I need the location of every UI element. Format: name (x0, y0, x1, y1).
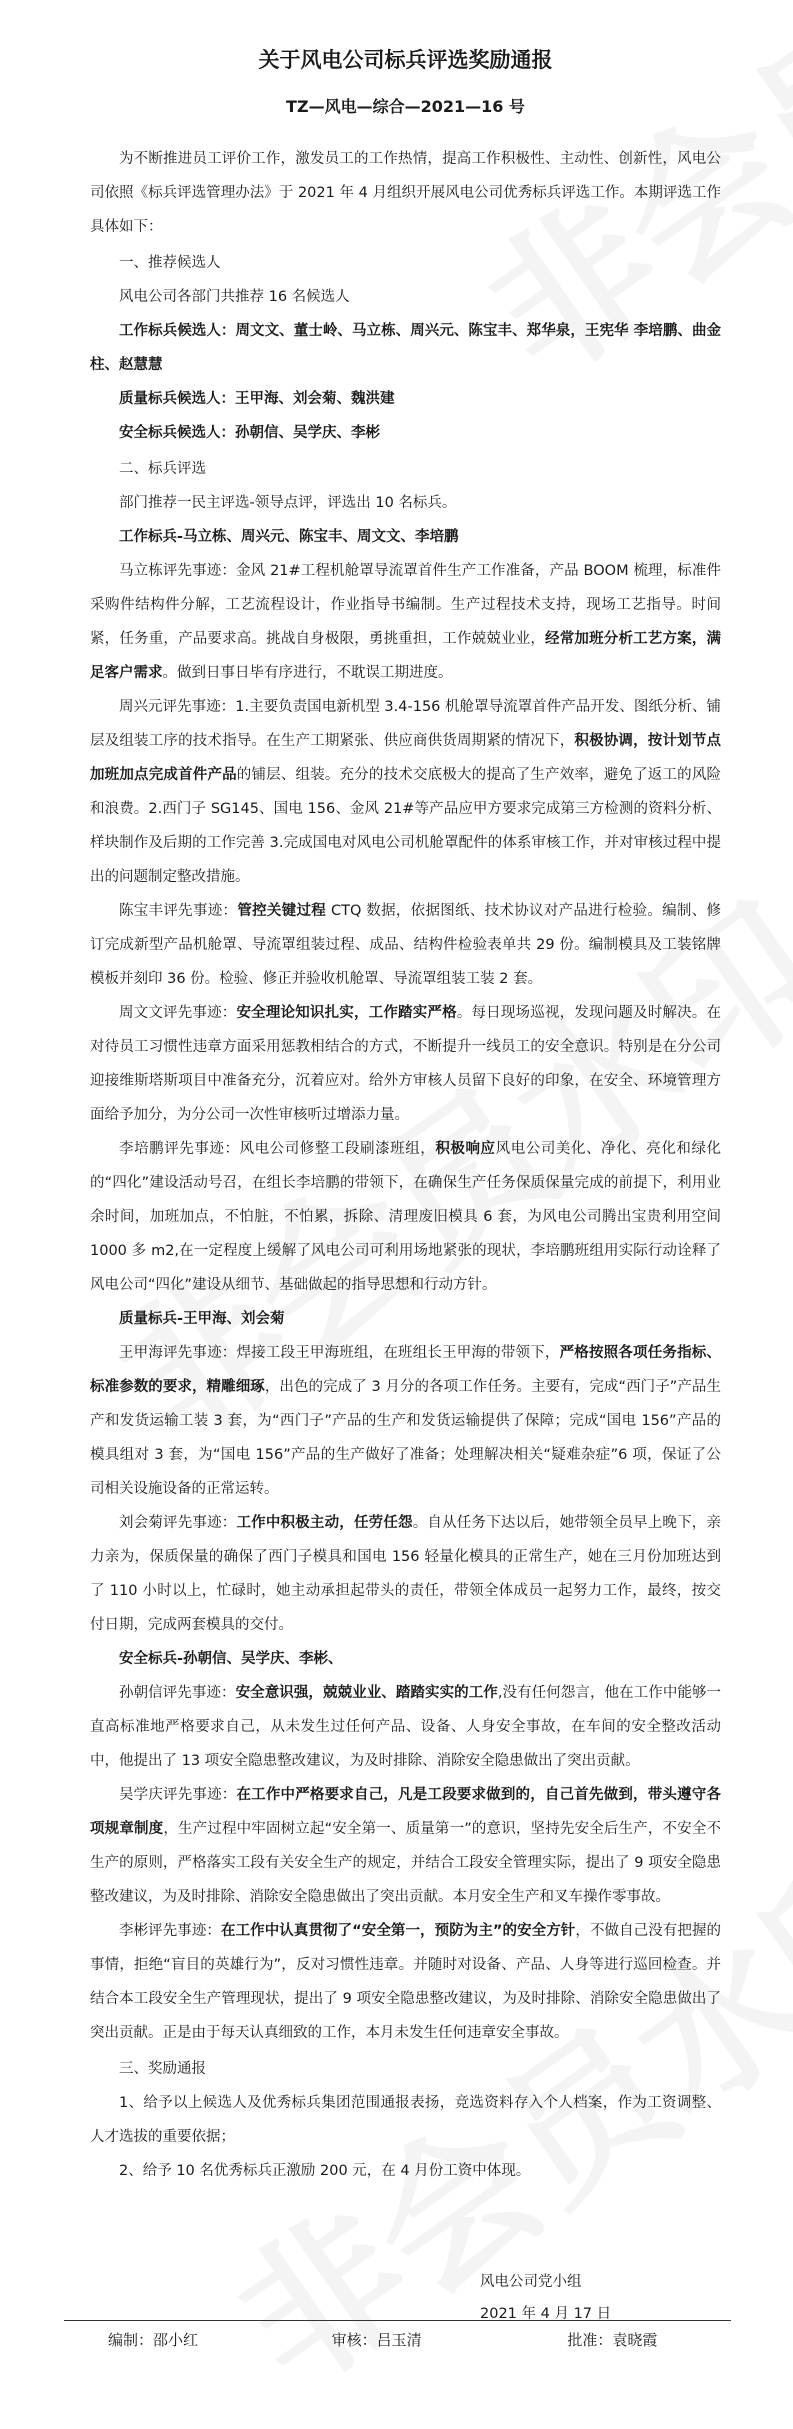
approver-label: 批准：袁晓霞 (567, 2331, 658, 2349)
section-heading: 二、标兵评选 (119, 461, 206, 477)
deed-paragraph: 陈宝丰评先事迹：管控关键过程 CTQ 数据，依据图纸、技术协议对产品进行检验。编制、修订完成新型产品机舱罩、导流罩组装过程、成品、结构件检验表单共 29 份。编制模具及工装铭牌模板并刻印 36 份。检验、修正并验收机舱罩、导流罩组装工装 2 套。 (90, 903, 721, 987)
signing-date: 2021 年 4 月 17 日 (480, 2306, 612, 2322)
safety-winners-heading: 安全标兵-孙朝信、吴学庆、李彬、 (119, 1651, 343, 1667)
deed-paragraph: 周兴元评先事迹：1.主要负责国电新机型 3.4-156 机舱罩导流罩首件产品开发、图纸分析、铺层及组装工序的技术指导。在生产工期紧张、供应商供货周期紧的情况下，积极协调，按计划节点加班加点完成首件产品的铺层、组装。充分的技术交底极大的提高了生产效率，避免了返工的风险和浪费。2.西门子 SG145、国电 156、金风 21#等产品应甲方要求完成第三方检测的资料分析、样块制作及后期的工作完善 3.完成国电对风电公司机舱罩配件的体系审核工作，并对审核过程中提出的问题制定整改措施。 (90, 699, 722, 885)
deed-paragraph: 刘会菊评先事迹：工作中积极主动，任劳任怨。自从任务下达以后，她带领全员早上晚下，亲力亲为，保质保量的确保了西门子模具和国电 156 轻量化模具的正常生产，她在三月份加班达到了 110 小时以上，忙碌时，她主动承担起带头的责任，带领全体成员一起努力工作，最终，按交付日期，完成两套模具的交付。 (90, 1515, 721, 1633)
deed-paragraph: 吴学庆评先事迹：在工作中严格要求自己，凡是工段要求做到的，自己首先做到，带头遵守各项规章制度，生产过程中牢固树立起“安全第一、质量第一”的意识，坚持先安全后生产，不安全不生产的原则，严格落实工段有关安全生产的规定，并结合工段安全管理实际，提出了 9 项安全隐患整改建议，为及时排除、消除安全隐患做出了突出贡献。本月安全生产和叉车操作零事故。 (90, 1787, 721, 1905)
document-title: 关于风电公司标兵评选奖励通报 (258, 48, 553, 72)
section-text: 风电公司各部门共推荐 16 名候选人 (119, 289, 350, 305)
deed-paragraph: 马立栋评先事迹：金风 21#工程机舱罩导流罩首件生产工作准备，产品 BOOM 梳理，标准件采购件结构件分解，工艺流程设计，作业指导书编制。生产过程技术支持，现场工艺指导。时间紧，任务重，产品要求高。挑战自身极限，勇挑重担，工作兢兢业业，经常加班分析工艺方案，满足客户需求。做到日事日毕有序进行，不耽误工期进度。 (90, 563, 722, 681)
work-winners-heading: 工作标兵-马立栋、周兴元、陈宝丰、周文文、李培鹏 (119, 529, 459, 545)
editor-label: 编制：邵小红 (108, 2331, 199, 2349)
section-text: 部门推荐一民主评选-领导点评，评选出 10 名标兵。 (119, 495, 457, 511)
deed-paragraph: 孙朝信评先事迹：安全意识强，兢兢业业、踏踏实实的工作,没有任何怨言，他在工作中能够一直高标准地严格要求自己，从未发生过任何产品、设备、人身安全事故，在车间的安全整改活动中，他提出了 13 项安全隐患整改建议，为及时排除、消除安全隐患做出了突出贡献。 (90, 1685, 722, 1769)
reward-item: 1、给予以上候选人及优秀标兵集团范围通报表扬，竞选资料存入个人档案，作为工资调整、人才选拔的重要依据； (90, 2095, 721, 2145)
quality-candidates: 质量标兵候选人：王甲海、刘会菊、魏洪建 (119, 391, 395, 407)
reward-item: 2、给予 10 名优秀标兵正激励 200 元，在 4 月份工资中体现。 (119, 2163, 531, 2179)
intro-paragraph: 为不断推进员工评价工作，激发员工的工作热情，提高工作积极性、主动性、创新性，风电公司依照《标兵评选管理办法》于 2021 年 4 月组织开展风电公司优秀标兵评选工作。本期评选工作具体如下： (90, 151, 721, 235)
deed-paragraph: 王甲海评先事迹：焊接工段王甲海班组，在班组长王甲海的带领下，严格按照各项任务指标、标准参数的要求，精雕细琢，出色的完成了 3 月分的各项工作任务。主要有，完成“西门子”产品生产和发货运输工装 3 套，为“西门子”产品的生产和发货运输提供了保障；完成“国电 156”产品的模具组对 3 套，为“国电 156”产品的生产做好了准备；处理解决相关“疑难杂症”6 项，保证了公司相关设施设备的正常运转。 (90, 1345, 721, 1497)
safety-candidates: 安全标兵候选人：孙朝信、吴学庆、李彬 (119, 425, 380, 441)
section-heading: 三、奖励通报 (119, 2061, 206, 2077)
deed-paragraph: 李培鹏评先事迹：风电公司修整工段刷漆班组，积极响应风电公司美化、净化、亮化和绿化的“四化”建设活动号召，在组长李培鹏的带领下，在确保生产任务保质保量完成的前提下，利用业余时间，加班加点，不怕脏，不怕累，拆除、清理废旧模具 6 套，为风电公司腾出宝贵利用空间 1000 多 m2,在一定程度上缓解了风电公司可利用场地紧张的现状，李培鹏班组用实际行动诠释了风电公司“四化”建设从细节、基础做起的指导思想和行动方针。 (90, 1141, 722, 1293)
reviewer-label: 审核：吕玉清 (331, 2331, 422, 2349)
deed-paragraph: 李彬评先事迹：在工作中认真贯彻了“安全第一，预防为主”的安全方针，不做自己没有把握的事情，拒绝“盲目的英雄行为”，反对习惯性违章。并随时对设备、产品、人身等进行巡回检查。并结合本工段安全生产管理现状，提出了 9 项安全隐患整改建议，为及时排除、消除安全隐患做出了突出贡献。正是由于每天认真细致的工作，本月未发生任何违章安全事故。 (90, 1923, 722, 2041)
work-candidates: 工作标兵候选人：周文文、董士岭、马立栋、周兴元、陈宝丰、郑华泉，王宪华 李培鹏、曲金柱、赵慧慧 (90, 323, 721, 373)
document-number: TZ—风电—综合—2021—16 号 (286, 97, 525, 116)
quality-winners-heading: 质量标兵-王甲海、刘会菊 (119, 1311, 285, 1327)
signing-organization: 风电公司党小组 (480, 2274, 582, 2290)
deed-paragraph: 周文文评先事迹：安全理论知识扎实，工作踏实严格。每日现场巡视，发现问题及时解决。在对待员工习惯性违章方面采用惩教相结合的方式，不断提升一线员工的安全意识。特别是在分公司迎接维斯塔斯项目中准备充分，沉着应对。给外方审核人员留下良好的印象，在安全、环境管理方面给予加分，为分公司一次性审核听过增添力量。 (90, 1005, 721, 1123)
approval-footer (64, 2320, 731, 2350)
section-heading: 一、推荐候选人 (119, 255, 221, 271)
